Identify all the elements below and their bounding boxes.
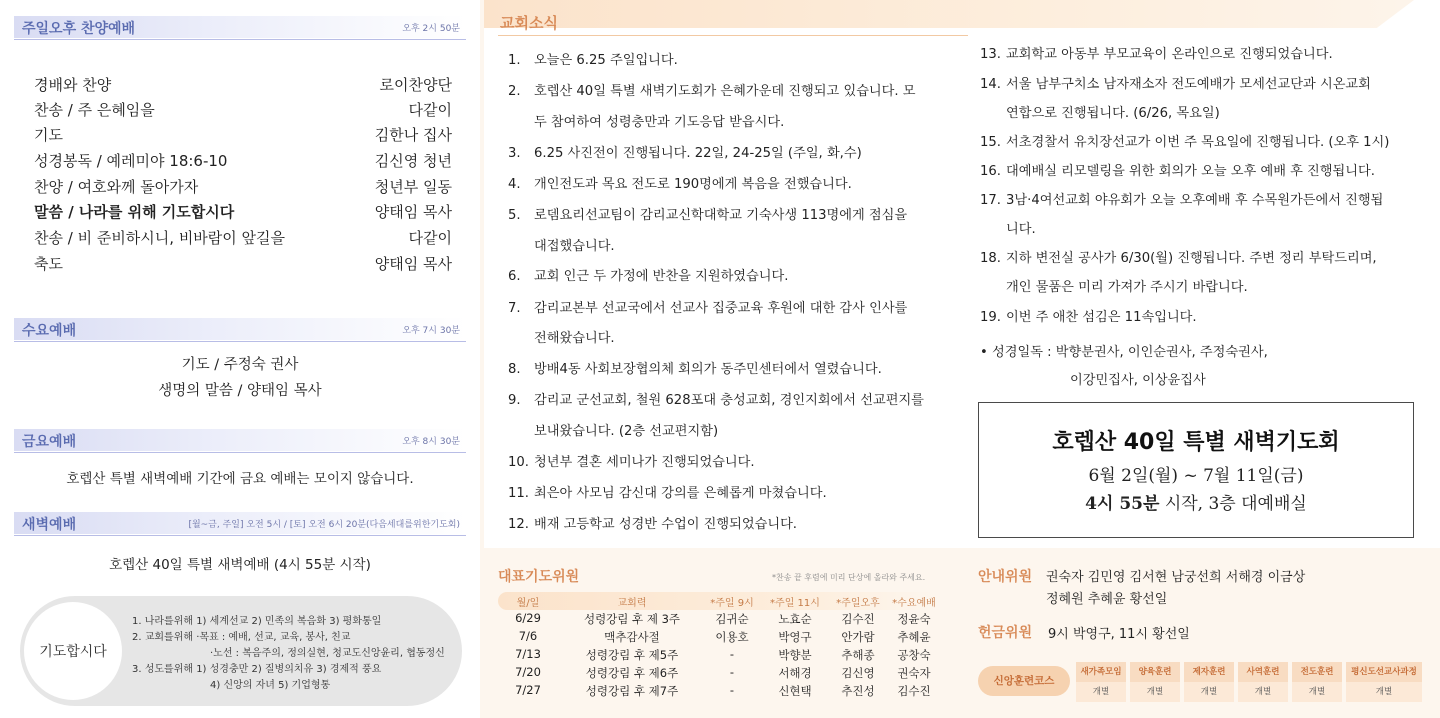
table-cell: 김수진	[897, 684, 931, 698]
news-item	[980, 186, 1383, 215]
col-header-calendar: 교회력	[617, 598, 647, 609]
table-cell: 안가람	[841, 630, 875, 644]
retreat-title: 호렙산 40일 특별 새벽기도회	[1052, 430, 1340, 455]
prayer-circle: 기도합시다	[24, 602, 122, 700]
usher-names-continued: 정혜원 추혜윤 황선일	[1046, 592, 1168, 607]
news-item	[508, 46, 678, 75]
news-item	[508, 479, 827, 508]
prayer-line: 3. 성도를위해 1) 성경충만 2) 질병의치유 3) 경제적 풍요	[132, 664, 382, 675]
order-item: 찬송 / 비 준비하시니, 비바람이 앞길을	[34, 229, 286, 247]
news-number: 13.	[980, 47, 1001, 62]
order-row-sermon	[34, 201, 452, 225]
news-text: 개인전도과 목요 전도로 190명에게 복음을 전했습니다.	[534, 177, 852, 192]
news-item-continued: 개인 물품은 미리 가져가 주시기 바랍니다.	[1006, 280, 1248, 295]
training-value: 개별	[1238, 682, 1288, 702]
news-item	[980, 157, 1375, 186]
training-title: 제자훈련	[1184, 662, 1234, 682]
news-text: 교회 인근 두 가정에 반찬을 지원하였습니다.	[534, 269, 789, 284]
order-row	[34, 124, 452, 148]
news-number: 1.	[508, 53, 521, 68]
training-value: 개별	[1292, 682, 1342, 702]
retreat-location: 시작, 3층 대예배실	[1159, 494, 1307, 514]
news-text: 지하 변전실 공사가 6/30(월) 진행됩니다. 주변 정리 부탁드리며,	[1006, 251, 1377, 266]
order-row	[34, 74, 452, 98]
prayer-line: 2. 교회를위해 ·목표 : 예배, 선교, 교육, 봉사, 친교	[132, 632, 351, 643]
news-item-continued: 전해왔습니다.	[534, 331, 615, 346]
dawn-notice: 호렙산 40일 특별 새벽예배 (4시 55분 시작)	[109, 557, 371, 573]
news-text: 감리교본부 선교국에서 선교사 집중교육 후원에 대한 감사 인사를	[534, 301, 908, 316]
news-item	[980, 244, 1377, 273]
table-cell: 성령강림 후 제6주	[585, 666, 679, 680]
news-number: 7.	[508, 301, 521, 316]
news-text: 서초경찰서 유치장선교가 이번 주 목요일에 진행됩니다. (오후 1시)	[1006, 135, 1390, 150]
news-number: 14.	[980, 77, 1001, 92]
order-row	[34, 99, 452, 123]
news-card	[484, 0, 1440, 548]
news-number: 17.	[980, 193, 1001, 208]
bible-reading-list: • 성경일독 : 박향분권사, 이인순권사, 주정숙권사,	[980, 345, 1268, 360]
news-number: 9.	[508, 393, 521, 408]
wednesday-prayer: 기도 / 주정숙 권사	[181, 357, 299, 373]
order-row	[34, 227, 452, 251]
col-header-afternoon: *주일오후	[836, 598, 880, 609]
news-number: 5.	[508, 208, 521, 223]
usher-label: 안내위원	[978, 569, 1033, 585]
table-cell: 정윤숙	[897, 612, 931, 626]
training-title: 평신도선교사과정	[1346, 662, 1422, 682]
order-leader: 청년부 일동	[374, 178, 452, 196]
prayer-line: 1. 나라를위해 1) 세계선교 2) 민족의 복음화 3) 평화통일	[132, 616, 382, 627]
order-row	[34, 176, 452, 200]
table-cell: 신현택	[778, 684, 812, 698]
table-cell: 7/27	[515, 683, 541, 697]
news-text: 최은아 사모님 감신대 강의를 은혜롭게 마쳤습니다.	[534, 486, 827, 501]
news-number: 8.	[508, 362, 521, 377]
news-text: 청년부 결혼 세미나가 진행되었습니다.	[534, 455, 755, 470]
table-cell: 박향분	[778, 648, 812, 662]
order-item: 경배와 찬양	[34, 76, 112, 94]
prayer-line: 4) 신앙의 자녀 5) 기업형통	[210, 680, 331, 691]
order-item: 찬양 / 여호와께 돌아가자	[34, 178, 199, 196]
order-row	[34, 150, 452, 174]
friday-service-title: 금요예배	[22, 434, 77, 450]
order-item: 성경봉독 / 예레미야 18:6-10	[34, 152, 228, 170]
news-number: 16.	[980, 164, 1001, 179]
news-text: 이번 주 애찬 섬김은 11속입니다.	[1006, 310, 1197, 325]
wednesday-sermon: 생명의 말씀 / 양태임 목사	[158, 383, 322, 399]
table-cell: 추혜윤	[897, 630, 931, 644]
prayer-topics-box	[20, 596, 462, 706]
training-col	[1184, 662, 1234, 702]
table-cell: 7/13	[515, 647, 541, 661]
wednesday-service-title: 수요예배	[22, 323, 77, 339]
table-cell: -	[729, 683, 735, 697]
news-text: 오늘은 6.25 주일입니다.	[534, 53, 678, 68]
news-text: 3남·4여선교회 야유회가 오늘 오후예배 후 수목원가든에서 진행됩	[1006, 193, 1384, 208]
table-cell: 김신영	[841, 666, 875, 680]
news-text: 서울 남부구치소 남자재소자 전도예배가 모세선교단과 시온교회	[1006, 77, 1371, 92]
col-header-date: 월/일	[516, 598, 540, 609]
table-cell: 성령강림 후 제 3주	[583, 612, 681, 626]
header-bar	[14, 429, 466, 451]
dawn-service-header	[14, 512, 466, 536]
training-col	[1130, 662, 1180, 702]
offering-label: 헌금위원	[978, 625, 1033, 641]
wednesday-service-header	[14, 318, 466, 342]
news-text: 대예배실 리모델링을 위한 회의가 오늘 오후 예배 후 진행됩니다.	[1006, 164, 1375, 179]
news-number: 18.	[980, 251, 1001, 266]
training-value: 개별	[1184, 682, 1234, 702]
col-header-9am: *주일 9시	[710, 598, 754, 609]
training-course-label: 신앙훈련코스	[978, 666, 1070, 696]
training-col	[1238, 662, 1288, 702]
news-header-rule	[498, 35, 968, 36]
news-item-continued: 대접했습니다.	[534, 239, 615, 254]
news-text: 배재 고등학교 성경반 수업이 진행되었습니다.	[534, 517, 798, 532]
news-item-continued: 두 참여하여 성령충만과 기도응답 받읍시다.	[534, 115, 785, 130]
table-cell: 서해경	[778, 666, 812, 680]
table-cell: 맥추감사절	[604, 630, 660, 644]
training-value: 개별	[1130, 682, 1180, 702]
news-number: 12.	[508, 517, 529, 532]
news-item-continued: 보내왔습니다. (2층 선교편지함)	[534, 424, 719, 439]
news-text: 방배4동 사회보장협의체 회의가 동주민센터에서 열렸습니다.	[534, 362, 882, 377]
order-row	[34, 253, 452, 277]
table-cell: 공창숙	[897, 648, 931, 662]
sunday-service-time: 오후 2시 50분	[402, 24, 460, 34]
offering-names: 9시 박영구, 11시 황선일	[1048, 627, 1190, 642]
news-item	[508, 77, 916, 106]
news-item	[508, 510, 797, 539]
representative-prayer-note: *찬송 끝 후렴에 미리 단상에 올라와 주세요.	[772, 573, 926, 582]
order-item: 축도	[34, 255, 63, 273]
training-title: 새가족모임	[1076, 662, 1126, 682]
training-course-row	[978, 662, 1422, 702]
training-title: 사역훈련	[1238, 662, 1288, 682]
training-title: 양육훈련	[1130, 662, 1180, 682]
sunday-service-header	[14, 16, 466, 40]
news-number: 6.	[508, 269, 521, 284]
order-leader: 다같이	[408, 229, 452, 247]
training-value: 개별	[1076, 682, 1126, 702]
dawn-prayer-retreat-box	[978, 402, 1414, 538]
training-col	[1346, 662, 1422, 702]
table-cell: 김수진	[841, 612, 875, 626]
order-leader: 로이찬양단	[379, 76, 452, 94]
table-cell: 성령강림 후 제7주	[585, 684, 679, 698]
news-item-continued: 연합으로 진행됩니다. (6/26, 목요일)	[1006, 106, 1220, 121]
table-cell: 김귀순	[715, 612, 749, 626]
news-number: 15.	[980, 135, 1001, 150]
news-number: 10.	[508, 455, 529, 470]
table-cell: 7/20	[515, 665, 541, 679]
table-cell: 박영구	[778, 630, 812, 644]
table-cell: -	[729, 665, 735, 679]
news-text: 로뎀요리선교팀이 감리교신학대학교 기숙사생 113명에게 점심을	[534, 208, 908, 223]
table-cell: 6/29	[515, 611, 541, 625]
col-header-11am: *주일 11시	[770, 598, 820, 609]
worship-schedule-panel	[0, 0, 480, 718]
representative-prayer-title: 대표기도위원	[498, 569, 580, 585]
col-header-wednesday: *수요예배	[892, 598, 936, 609]
news-text: 6.25 사진전이 진행됩니다. 22일, 24-25일 (주일, 화,수)	[534, 146, 862, 161]
news-text: 감리교 군선교회, 철원 628포대 충성교회, 경인지회에서 선교편지를	[534, 393, 924, 408]
news-item	[508, 201, 907, 230]
order-leader: 양태임 목사	[374, 203, 452, 221]
friday-service-header	[14, 429, 466, 453]
bible-reading-list-continued: 이강민집사, 이상윤집사	[1070, 373, 1206, 388]
usher-names: 권숙자 김민영 김서현 남궁선희 서해경 이금상	[1046, 570, 1306, 585]
church-news-panel	[480, 0, 1440, 718]
table-cell: 추진성	[841, 684, 875, 698]
training-col	[1076, 662, 1126, 702]
friday-notice: 호렙산 특별 새벽예배 기간에 금요 예배는 모이지 않습니다.	[66, 471, 414, 487]
news-item	[508, 448, 755, 477]
order-leader: 김한나 집사	[374, 126, 452, 144]
order-item: 말씀 / 나라를 위해 기도합시다	[34, 203, 235, 221]
order-item: 기도	[34, 126, 63, 144]
table-cell: 이용호	[715, 630, 749, 644]
table-cell: 7/6	[518, 629, 538, 643]
news-number: 11.	[508, 486, 529, 501]
news-header-bar	[484, 0, 1414, 28]
table-cell: 성령강림 후 제5주	[585, 648, 679, 662]
news-item	[508, 170, 852, 199]
order-leader: 김신영 청년	[374, 152, 452, 170]
dawn-service-time: [월~금, 주일] 오전 5시 / [토] 오전 6시 20분(다음세대를위한기도회)	[188, 520, 460, 530]
table-cell: -	[729, 647, 735, 661]
training-title: 전도훈련	[1292, 662, 1342, 682]
header-bar	[14, 318, 466, 340]
news-number: 3.	[508, 146, 521, 161]
order-leader: 양태임 목사	[374, 255, 452, 273]
training-col	[1292, 662, 1342, 702]
news-item	[980, 40, 1333, 69]
header-rule	[14, 39, 466, 40]
news-item-continued: 니다.	[1006, 222, 1036, 237]
training-value: 개별	[1346, 682, 1422, 702]
news-title: 교회소식	[500, 14, 558, 32]
header-rule	[14, 535, 466, 536]
order-item: 찬송 / 주 은혜임을	[34, 101, 155, 119]
table-cell: 권숙자	[897, 666, 931, 680]
retreat-start-time: 4시 55분	[1085, 494, 1160, 514]
header-rule	[14, 341, 466, 342]
news-text: 교회학교 아동부 부모교육이 온라인으로 진행되었습니다.	[1006, 47, 1333, 62]
header-rule	[14, 452, 466, 453]
friday-service-time: 오후 8시 30분	[402, 437, 460, 447]
prayer-line: ·노선 : 복음주의, 정의실현, 청교도신앙윤리, 협동정신	[210, 648, 445, 659]
table-cell: 추해종	[841, 648, 875, 662]
news-number: 2.	[508, 84, 521, 99]
news-item	[508, 294, 907, 323]
news-item	[508, 262, 788, 291]
news-item	[980, 128, 1389, 157]
news-item	[980, 70, 1371, 99]
table-cell: 노효순	[778, 612, 812, 626]
wednesday-service-time: 오후 7시 30분	[402, 326, 460, 336]
news-number: 19.	[980, 310, 1001, 325]
sunday-service-title: 주일오후 찬양예배	[22, 21, 136, 37]
news-item	[980, 303, 1197, 332]
news-number: 4.	[508, 177, 521, 192]
news-item	[508, 355, 882, 384]
news-text: 호렙산 40일 특별 새벽기도회가 은혜가운데 진행되고 있습니다. 모	[534, 84, 916, 99]
order-leader: 다같이	[408, 101, 452, 119]
news-item	[508, 386, 924, 415]
retreat-date: 6월 2일(월) ~ 7월 11일(금)	[1088, 466, 1304, 486]
dawn-service-title: 새벽예배	[22, 517, 77, 533]
news-item	[508, 139, 862, 168]
retreat-time	[979, 489, 1413, 514]
